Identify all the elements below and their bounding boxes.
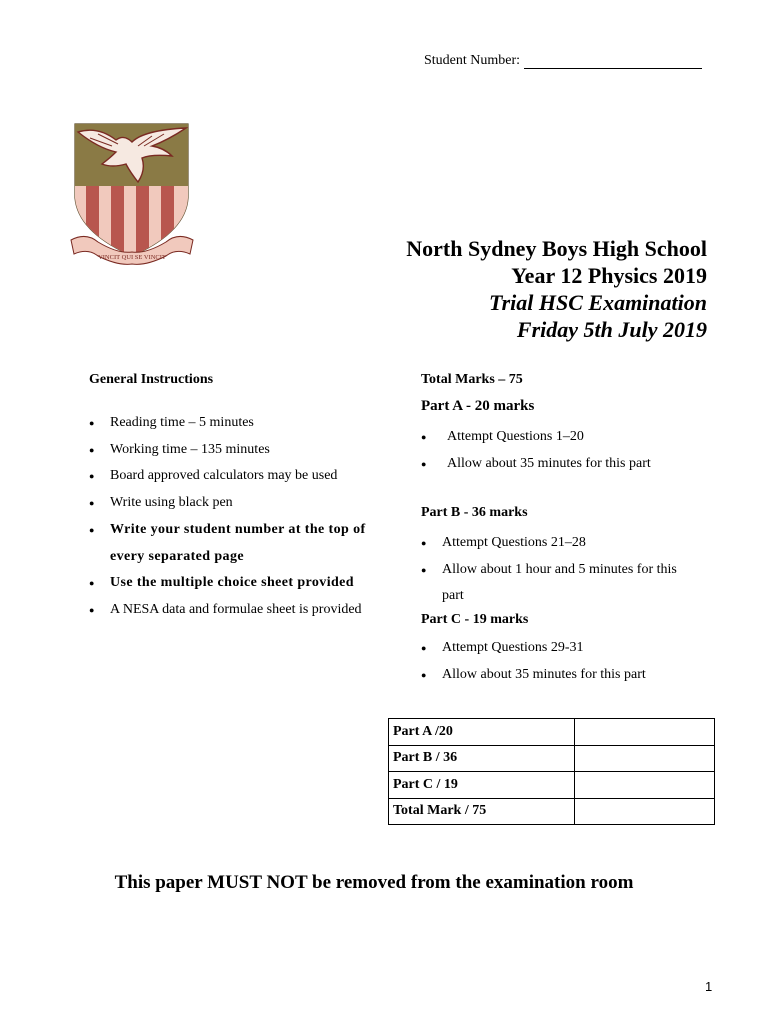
footer-warning-text: This paper MUST NOT be removed from the examination room (114, 872, 634, 893)
part-b-heading: Part B - 36 marks (421, 505, 528, 520)
list-item: ● A NESA data and formulae sheet is provided (89, 597, 401, 624)
list-item: ● Attempt Questions 21–28 (421, 530, 691, 557)
table-row (389, 772, 715, 799)
list-item: ● Allow about 1 hour and 5 minutes for this part (421, 557, 691, 610)
list-item: ● Allow about 35 minutes for this part (421, 451, 701, 478)
table-cell-mark (575, 719, 715, 746)
part-a-heading: Part A - 20 marks (421, 398, 535, 414)
list-item: ● Reading time – 5 minutes (89, 410, 401, 437)
list-item: ● Write using black pen (89, 490, 401, 517)
table-row (389, 719, 715, 746)
list-item: ● Board approved calculators may be used (89, 463, 401, 490)
exam-title: Trial HSC Examination (488, 290, 707, 315)
table-row (389, 745, 715, 772)
student-number-line (524, 54, 702, 69)
list-item: ● Allow about 35 minutes for this part (421, 662, 701, 689)
list-item: ● Write your student number at the top of every separated page (89, 517, 401, 570)
student-number-field (424, 53, 702, 69)
list-item: ● Attempt Questions 1–20 (421, 424, 701, 451)
part-c-list (421, 635, 701, 688)
student-number-label: Student Number: (424, 53, 521, 68)
part-a-list (421, 424, 701, 477)
table-cell-label: Part A /20 (389, 719, 575, 746)
table-cell-mark (575, 772, 715, 799)
list-item: ● Working time – 135 minutes (89, 437, 401, 464)
table-cell-mark (575, 745, 715, 772)
general-instructions-heading: General Instructions (89, 372, 214, 387)
crest-motto: VINCIT QUI SE VINCIT (98, 254, 166, 261)
table-cell-label: Part C / 19 (389, 772, 575, 799)
part-c-heading: Part C - 19 marks (421, 612, 529, 627)
table-row (389, 798, 715, 825)
exam-date: Friday 5th July 2019 (516, 317, 707, 342)
table-cell-label: Total Mark / 75 (389, 798, 575, 825)
table-cell-mark (575, 798, 715, 825)
footer-warning (0, 872, 770, 894)
total-marks: Total Marks – 75 (421, 372, 523, 387)
list-item: ● Use the multiple choice sheet provided (89, 570, 401, 597)
table-cell-label: Part B / 36 (389, 745, 575, 772)
general-instructions-list (89, 410, 401, 624)
marks-table (388, 718, 715, 825)
title-block (406, 235, 707, 343)
part-b-list (421, 530, 691, 610)
course-title: Year 12 Physics 2019 (511, 263, 707, 288)
school-name: North Sydney Boys High School (406, 236, 707, 261)
page-number: 1 (705, 979, 713, 994)
list-item: ● Attempt Questions 29-31 (421, 635, 701, 662)
school-crest-logo (68, 120, 196, 272)
